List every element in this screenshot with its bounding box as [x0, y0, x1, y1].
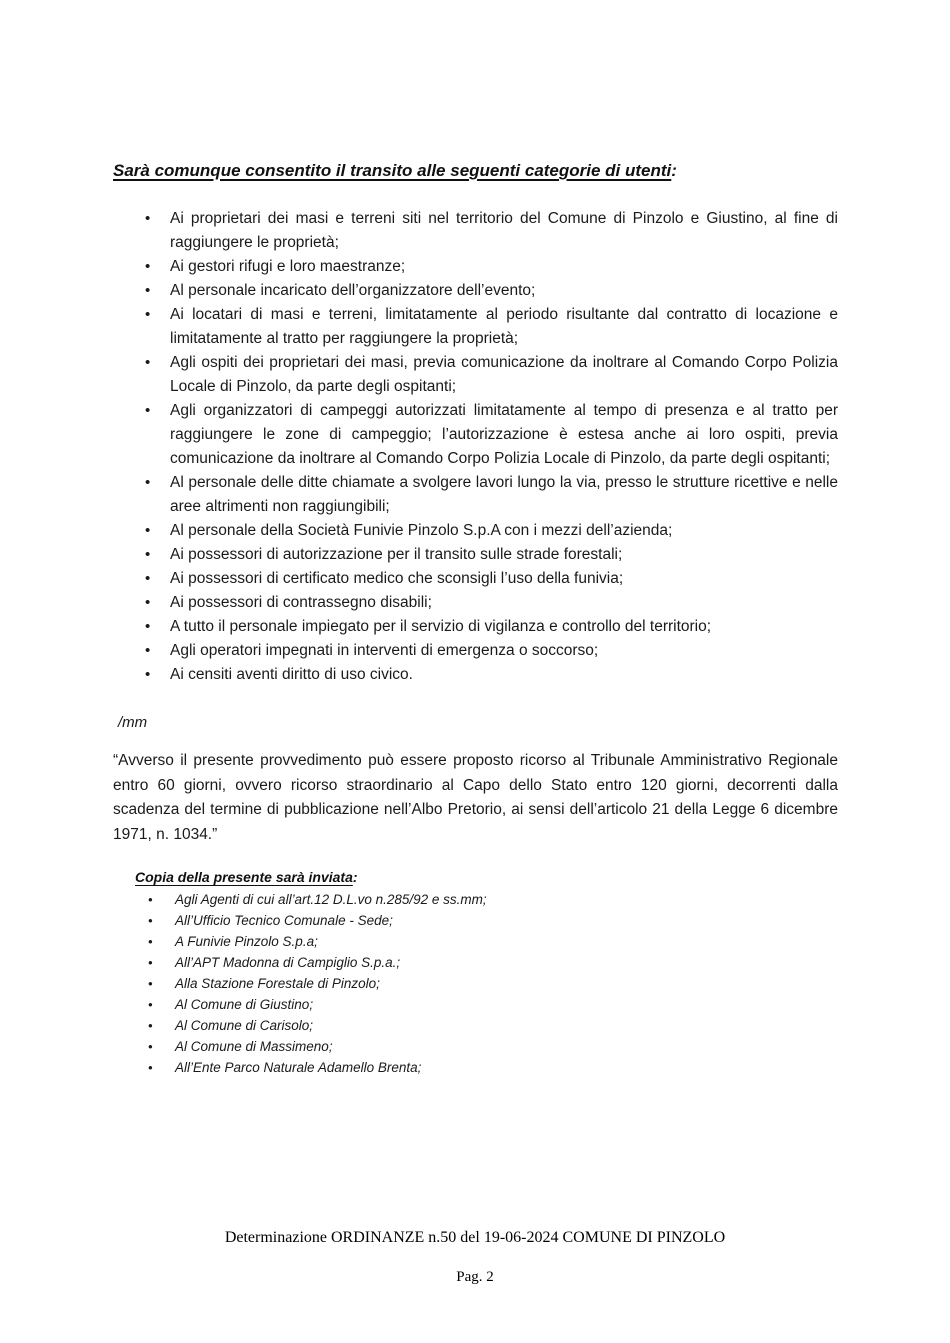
section-heading-text: Sarà comunque consentito il transito alle seguenti categorie di utenti — [113, 161, 672, 180]
list-item: • Agli organizzatori di campeggi autorizzati limitatamente al tempo di presenza e al tratto per raggiungere le zone di campeggio; l’autorizzazione è estesa anche ai loro ospiti, previa comunicazione da inoltrare al Comando Corpo Polizia Locale di Pinzolo, da parte degli ospitanti; — [170, 399, 838, 471]
list-item: • Agli ospiti dei proprietari dei masi, previa comunicazione da inoltrare al Comando Corpo Polizia Locale di Pinzolo, da parte degli ospitanti; — [170, 351, 838, 399]
typist-initials: /mm — [118, 714, 148, 731]
list-item: • Al Comune di Carisolo; — [175, 1015, 838, 1036]
list-item: • Agli Agenti di cui all’art.12 D.L.vo n.285/92 e ss.mm; — [175, 889, 838, 910]
copy-distribution-heading-colon: : — [352, 869, 358, 885]
copy-distribution-heading — [135, 869, 838, 885]
list-item: • Al Comune di Massimeno; — [175, 1036, 838, 1057]
list-item: • All’APT Madonna di Campiglio S.p.a.; — [175, 952, 838, 973]
permitted-users-list — [113, 207, 838, 687]
copy-distribution-section — [135, 869, 838, 1078]
list-item: • Ai censiti aventi diritto di uso civico. — [170, 663, 838, 687]
document-content — [113, 161, 838, 1078]
list-item: • Ai possessori di contrassegno disabili; — [170, 591, 838, 615]
list-item: • Agli operatori impegnati in interventi di emergenza o soccorso; — [170, 639, 838, 663]
copy-distribution-list — [135, 889, 838, 1078]
section-heading-colon: : — [671, 161, 677, 180]
list-item: • Ai possessori di certificato medico che sconsigli l’uso della funivia; — [170, 567, 838, 591]
list-item: • All’Ente Parco Naturale Adamello Brenta; — [175, 1057, 838, 1078]
list-item: • Al Comune di Giustino; — [175, 994, 838, 1015]
copy-distribution-heading-text: Copia della presente sarà inviata — [135, 869, 353, 885]
list-item: • Ai gestori rifugi e loro maestranze; — [170, 255, 838, 279]
list-item: • Al personale della Società Funivie Pinzolo S.p.A con i mezzi dell’azienda; — [170, 519, 838, 543]
list-item: • Alla Stazione Forestale di Pinzolo; — [175, 973, 838, 994]
list-item: • Ai proprietari dei masi e terreni siti nel territorio del Comune di Pinzolo e Giustino, al fine di raggiungere le proprietà; — [170, 207, 838, 255]
list-item: • All’Ufficio Tecnico Comunale - Sede; — [175, 910, 838, 931]
list-item: • A Funivie Pinzolo S.p.a; — [175, 931, 838, 952]
list-item: • Ai possessori di autorizzazione per il transito sulle strade forestali; — [170, 543, 838, 567]
footer-determination-line: Determinazione ORDINANZE n.50 del 19-06-2024 COMUNE DI PINZOLO — [224, 1229, 726, 1246]
page-number: Pag. 2 — [456, 1269, 494, 1285]
list-item: • Al personale incaricato dell’organizzatore dell’evento; — [170, 279, 838, 303]
list-item: • Ai locatari di masi e terreni, limitatamente al periodo risultante dal contratto di locazione e limitatamente al tratto per raggiungere la proprietà; — [170, 303, 838, 351]
section-heading — [113, 161, 838, 181]
list-item: • A tutto il personale impiegato per il servizio di vigilanza e controllo del territorio; — [170, 615, 838, 639]
list-item: • Al personale delle ditte chiamate a svolgere lavori lungo la via, presso le strutture ricettive e nelle aree altrimenti non raggiungibili; — [170, 471, 838, 519]
appeal-paragraph: “Avverso il presente provvedimento può essere proposto ricorso al Tribunale Amministrativo Regionale entro 60 giorni, ovvero ricorso straordinario al Capo dello Stato entro 120 giorni, decorrenti dalla scadenza del termine di pubblicazione nell’Albo Pretorio, ai sensi dell’articolo 21 della Legge 6 dicembre 1971, n. 1034.” — [113, 752, 838, 843]
